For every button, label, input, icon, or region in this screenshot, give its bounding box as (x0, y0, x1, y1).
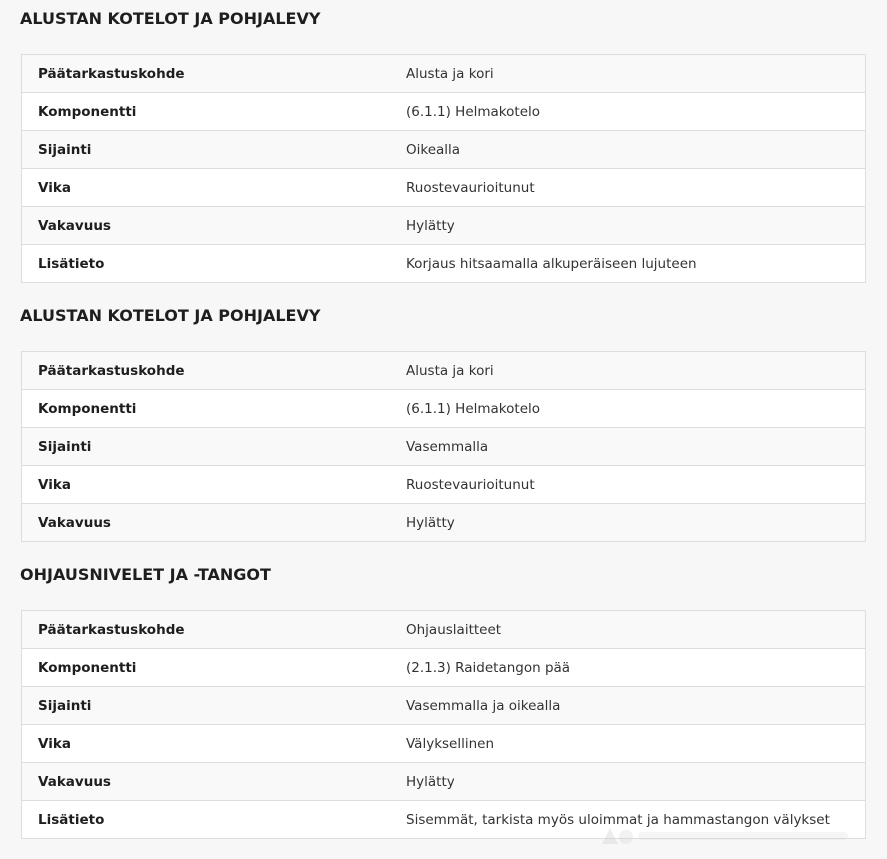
row-label: Päätarkastuskohde (22, 352, 391, 390)
row-value: Hylätty (390, 504, 866, 542)
row-label: Vika (22, 169, 391, 207)
section-title: OHJAUSNIVELET JA -TANGOT (20, 565, 271, 584)
table-row (22, 55, 866, 93)
table-row (22, 466, 866, 504)
row-value: Vasemmalla ja oikealla (390, 687, 866, 725)
row-value: Vasemmalla (390, 428, 866, 466)
table-row (22, 207, 866, 245)
row-value: Ruostevaurioitunut (390, 169, 866, 207)
row-label: Vika (22, 466, 391, 504)
row-label: Päätarkastuskohde (22, 55, 391, 93)
table-row (22, 245, 866, 283)
inspection-table (21, 351, 866, 542)
row-label: Sijainti (22, 131, 391, 169)
table-row (22, 801, 866, 839)
table-row (22, 93, 866, 131)
row-value: Ohjauslaitteet (390, 611, 866, 649)
table-row (22, 169, 866, 207)
row-label: Komponentti (22, 649, 391, 687)
inspection-table (21, 54, 866, 283)
row-value: Alusta ja kori (390, 55, 866, 93)
table-row (22, 725, 866, 763)
row-label: Komponentti (22, 390, 391, 428)
table-row (22, 687, 866, 725)
row-label: Sijainti (22, 687, 391, 725)
row-value: Ruostevaurioitunut (390, 466, 866, 504)
row-value: Hylätty (390, 207, 866, 245)
table-row (22, 504, 866, 542)
row-value: Korjaus hitsaamalla alkuperäiseen lujuteen (390, 245, 866, 283)
inspection-table (21, 610, 866, 839)
table-row (22, 763, 866, 801)
row-label: Vakavuus (22, 207, 391, 245)
row-value: Oikealla (390, 131, 866, 169)
table-row (22, 352, 866, 390)
section-title: ALUSTAN KOTELOT JA POHJALEVY (20, 9, 321, 28)
row-label: Vakavuus (22, 504, 391, 542)
table-row (22, 649, 866, 687)
row-value: (6.1.1) Helmakotelo (390, 93, 866, 131)
row-value: Hylätty (390, 763, 866, 801)
row-label: Vika (22, 725, 391, 763)
table-row (22, 428, 866, 466)
row-value: Alusta ja kori (390, 352, 866, 390)
row-label: Sijainti (22, 428, 391, 466)
row-value: (2.1.3) Raidetangon pää (390, 649, 866, 687)
row-label: Vakavuus (22, 763, 391, 801)
row-value: Välyksellinen (390, 725, 866, 763)
section-title: ALUSTAN KOTELOT JA POHJALEVY (20, 306, 321, 325)
row-label: Lisätieto (22, 801, 391, 839)
table-row (22, 611, 866, 649)
row-value: (6.1.1) Helmakotelo (390, 390, 866, 428)
row-label: Päätarkastuskohde (22, 611, 391, 649)
table-row (22, 131, 866, 169)
row-label: Komponentti (22, 93, 391, 131)
table-row (22, 390, 866, 428)
row-label: Lisätieto (22, 245, 391, 283)
row-value: Sisemmät, tarkista myös uloimmat ja hammastangon välykset (390, 801, 866, 839)
